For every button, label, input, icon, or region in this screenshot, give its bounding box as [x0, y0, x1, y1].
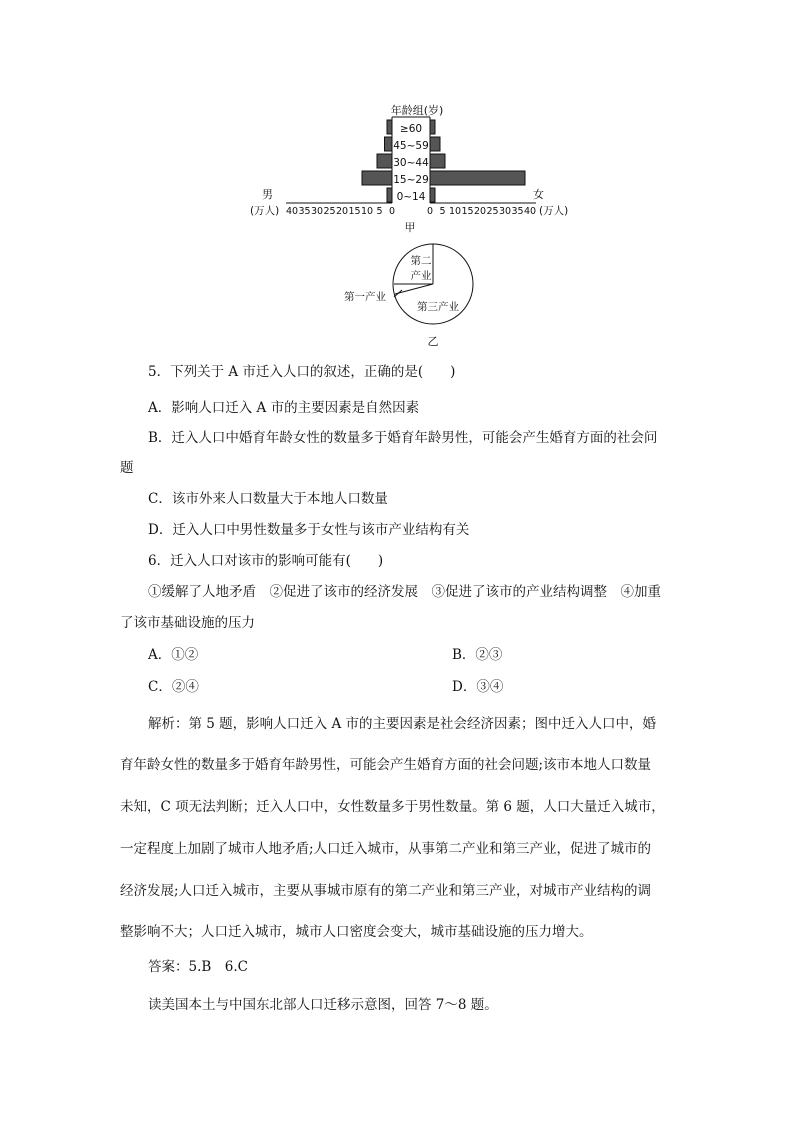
- male-tick-2: 30: [310, 206, 324, 217]
- female-tick-7: 35: [511, 206, 524, 217]
- figure-caption-yi: 乙: [427, 335, 439, 348]
- sector2-label-line1: 第二: [410, 255, 432, 267]
- female-bar-3: [430, 171, 525, 185]
- male-tick-6: 10: [360, 206, 374, 217]
- question-6-option-a: A．①②: [148, 647, 199, 663]
- figure-caption-jia: 甲: [404, 221, 416, 234]
- female-tick-4: 20: [473, 206, 487, 217]
- population-figures: [0, 0, 794, 360]
- female-bar-4: [430, 188, 435, 202]
- male-bar-2: [377, 154, 392, 168]
- male-tick-8: 0: [388, 206, 396, 217]
- explanation-line-3: 未知，C 项无法判断；迁入人口中，女性数量多于男性数量。第 6 题，人口大量迁入城市，: [120, 799, 665, 815]
- female-bar-0: [430, 120, 435, 134]
- male-tick-1: 35: [298, 206, 311, 217]
- female-bar-2: [430, 154, 445, 168]
- male-tick-4: 20: [335, 206, 349, 217]
- female-tick-0: 0: [426, 206, 434, 217]
- male-tick-0: 40: [285, 206, 299, 217]
- sector2-label-line2: 产业: [410, 270, 432, 282]
- male-bar-4: [387, 188, 392, 202]
- answer-line: 答案：5.B 6.C: [148, 959, 249, 975]
- question-5-option-d: D．迁入人口中男性数量多于女性与该市产业结构有关: [148, 522, 470, 538]
- question-6-statements-line2: 了该市基础设施的压力: [120, 615, 255, 631]
- female-bar-1: [430, 137, 440, 151]
- age-group-label-0: ≥60: [399, 123, 423, 135]
- female-tick-5: 25: [486, 206, 499, 217]
- age-group-label-3: 15~29: [393, 174, 429, 186]
- male-label: 男: [262, 188, 273, 201]
- age-axis-title: 年龄组(岁): [390, 104, 444, 117]
- explanation-line-1: 解析：第 5 题，影响人口迁入 A 市的主要因素是社会经济因素；图中迁入人口中，婚: [148, 716, 657, 732]
- explanation-line-2: 育年龄女性的数量多于婚育年龄男性，可能会产生婚育方面的社会问题;该市本地人口数量: [120, 757, 652, 773]
- question-6-option-b: B．②③: [452, 647, 503, 663]
- question-5-option-b-line1: B．迁入人口中婚育年龄女性的数量多于婚育年龄男性，可能会产生婚育方面的社会问: [148, 430, 658, 446]
- female-tick-8: 40: [523, 206, 537, 217]
- sector1-label: 第一产业: [344, 291, 386, 303]
- female-tick-6: 30: [498, 206, 512, 217]
- population-pyramid: [250, 103, 568, 234]
- male-tick-7: 5: [376, 206, 383, 217]
- question-5-option-b-line2: 题: [120, 460, 134, 476]
- question-6-option-c: C．②④: [148, 679, 199, 695]
- next-question-intro: 读美国本土与中国东北部人口迁移示意图，回答 7～8 题。: [148, 997, 498, 1013]
- question-5-option-a: A．影响人口迁入 A 市的主要因素是自然因素: [148, 400, 420, 416]
- male-tick-5: 15: [348, 206, 361, 217]
- age-group-label-4: 0~14: [396, 191, 426, 203]
- question-6-statements-line1: ①缓解了人地矛盾 ②促进了该市的经济发展 ③促进了该市的产业结构调整 ④加重: [148, 584, 661, 600]
- female-tick-3: 15: [461, 206, 474, 217]
- industry-pie-chart: [344, 244, 473, 348]
- female-tick-1: 5: [439, 206, 446, 217]
- unit-left-label: (万人): [250, 205, 280, 217]
- question-5-stem: 5．下列关于 A 市迁入人口的叙述，正确的是( ): [148, 364, 456, 380]
- explanation-line-5: 经济发展;人口迁入城市，主要从事城市原有的第二产业和第三产业，对城市产业结构的调: [120, 883, 652, 899]
- male-bar-1: [385, 137, 393, 151]
- male-bar-3: [362, 171, 392, 185]
- explanation-line-4: 一定程度上加剧了城市人地矛盾;人口迁入城市，从事第二产业和第三产业，促进了城市的: [120, 841, 652, 857]
- age-group-label-2: 30~44: [393, 157, 429, 169]
- pie-divider-lower: [395, 284, 433, 294]
- male-tick-3: 25: [323, 206, 336, 217]
- question-6-option-d: D．③④: [452, 679, 504, 695]
- age-group-label-1: 45~59: [393, 140, 429, 152]
- male-bar-0: [387, 120, 392, 134]
- explanation-line-6: 整影响不大；人口迁入城市，城市人口密度会变大，城市基础设施的压力增大。: [120, 924, 593, 940]
- female-tick-2: 10: [448, 206, 462, 217]
- sector3-label: 第三产业: [417, 301, 459, 313]
- female-label: 女: [533, 188, 544, 201]
- question-6-stem: 6．迁入人口对该市的影响可能有( ): [148, 553, 384, 569]
- question-5-option-c: C．该市外来人口数量大于本地人口数量: [148, 491, 388, 507]
- unit-right-label: (万人): [539, 205, 569, 217]
